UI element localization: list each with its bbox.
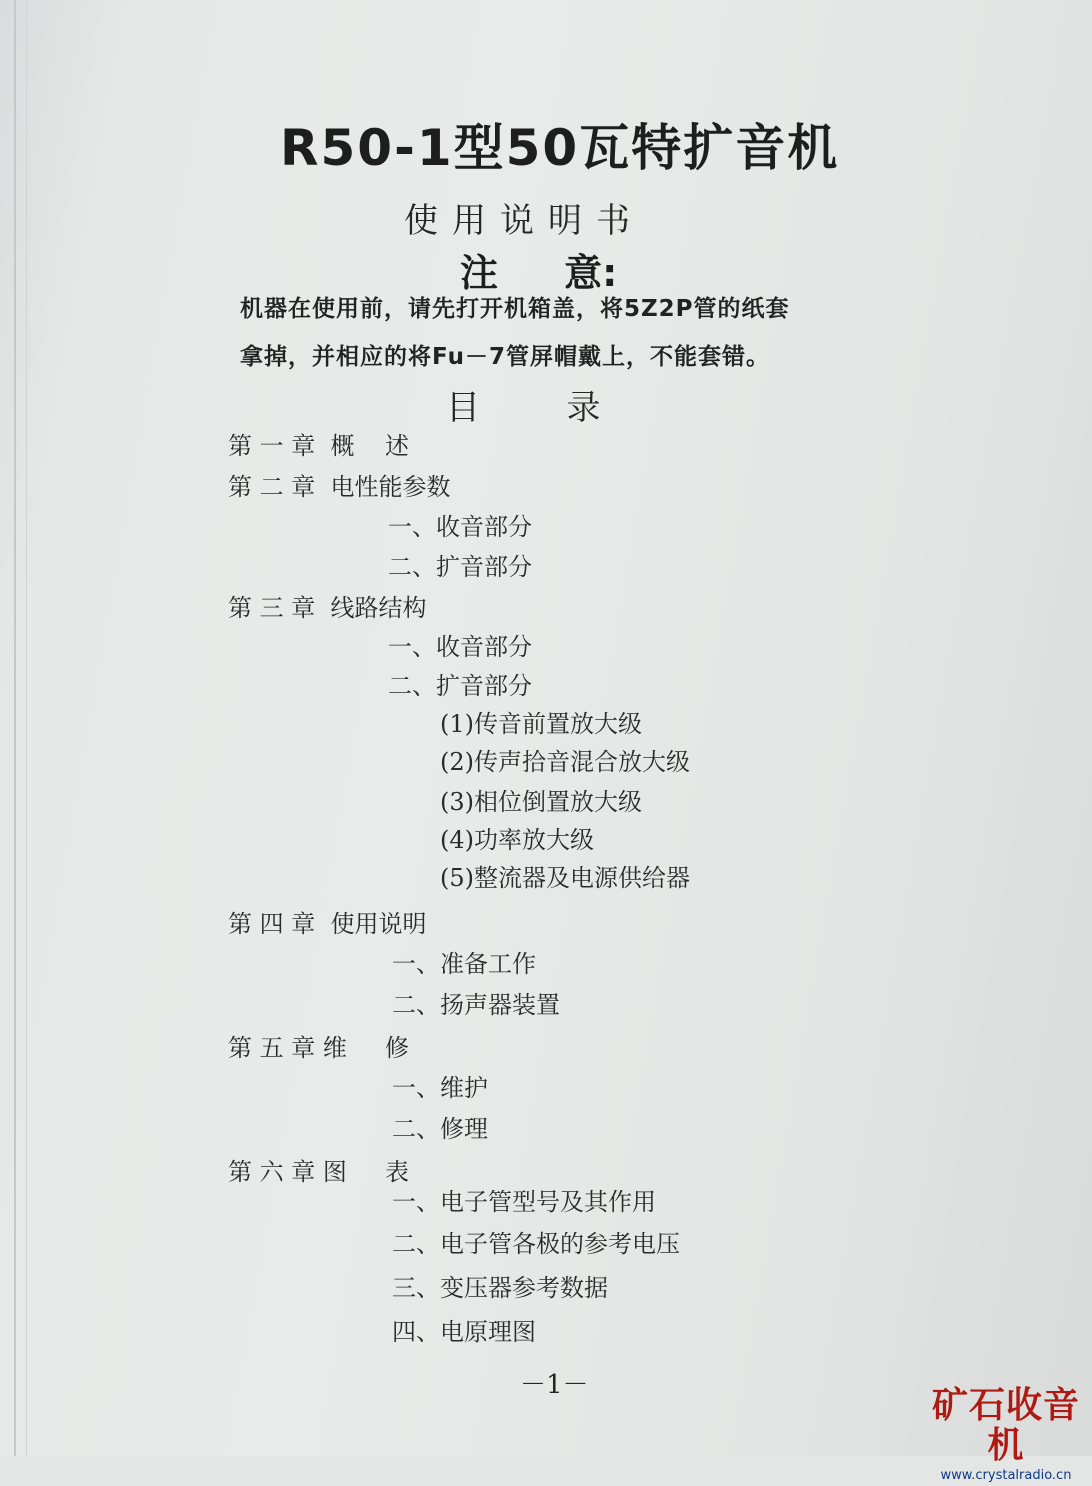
toc-subsection: (3)相位倒置放大级	[440, 788, 642, 816]
toc-subsection: (1)传音前置放大级	[440, 710, 642, 738]
toc-chapter: 第 一 章 概 述	[228, 432, 410, 460]
toc-section: 四、电原理图	[392, 1318, 536, 1346]
watermark	[926, 1386, 1086, 1486]
toc-chapter: 第 四 章 使用说明	[228, 910, 427, 938]
toc-chapter: 第 五 章 维 修	[228, 1034, 410, 1062]
toc-chapter: 第 三 章 线路结构	[228, 594, 427, 622]
toc-subsection: (5)整流器及电源供给器	[440, 864, 690, 892]
toc-section: 一、准备工作	[392, 950, 536, 978]
binding-fold	[14, 0, 16, 1456]
page-number: －1－	[520, 1370, 589, 1400]
toc-heading: 目 录	[446, 388, 601, 428]
toc-subsection: (2)传声拾音混合放大级	[440, 748, 690, 776]
toc-section: 二、修理	[392, 1115, 488, 1143]
toc-section: 一、收音部分	[388, 513, 532, 541]
toc-section: 三、变压器参考数据	[392, 1274, 608, 1302]
watermark-url: www.crystalradio.cn	[940, 1468, 1072, 1483]
binding-fold-inner	[26, 0, 27, 1456]
toc-chapter: 第 二 章 电性能参数	[228, 473, 451, 501]
toc-section: 一、收音部分	[388, 633, 532, 661]
watermark-logo: 矿石收音机	[931, 1385, 1080, 1466]
document-subtitle: 使用说明书	[404, 201, 644, 241]
toc-section: 二、扩音部分	[388, 553, 532, 581]
toc-section: 二、扩音部分	[388, 672, 532, 700]
toc-section: 一、电子管型号及其作用	[392, 1188, 656, 1216]
toc-section: 一、维护	[392, 1074, 488, 1102]
notice-line: 机器在使用前，请先打开机箱盖，将5Z2P管的纸套	[240, 296, 790, 322]
toc-subsection: (4)功率放大级	[440, 826, 594, 854]
toc-section: 二、电子管各极的参考电压	[392, 1230, 680, 1258]
notice-line: 拿掉，并相应的将Fu－7管屏帽戴上，不能套错。	[240, 344, 770, 370]
toc-chapter: 第 六 章 图 表	[228, 1158, 410, 1186]
toc-section: 二、扬声器装置	[392, 991, 560, 1019]
document-title: R50-1型50瓦特扩音机	[280, 119, 840, 177]
notice-heading: 注 意:	[460, 251, 618, 295]
